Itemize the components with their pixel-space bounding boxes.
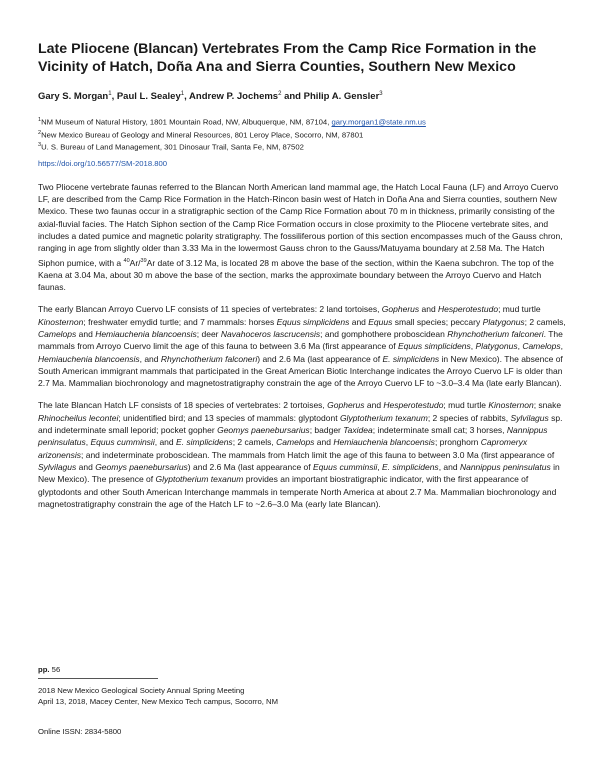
text-run: ; indeterminate small cat; 3 horses, [372,425,507,436]
taxon-name: Capromeryx arizonensis [38,437,528,460]
author-name: Gary S. Morgan [38,91,109,103]
taxon-name: Kinosternon [38,316,84,327]
text-run: ) and 2.6 Ma (last appearance of [187,461,314,472]
abstract-paragraph [38,303,568,389]
text-run: ; 2 camels, [524,316,566,327]
taxon-name: Glyptotherium texanum [155,474,244,485]
text-run: small species; peccary [392,316,483,327]
taxon-name: Hemiauchenia blancoensis [38,353,140,364]
text-run: provides an important biostratigraphic indicator, with the first appearance of glyptodonts and other South American Interchange mammals in temperate North America at about 2.7 Ma. Mammalian biochronology and magnetostratigraphy constrain the age of the Hatch LF to ~2.6–3.0 Ma (early late Blancan). [38,474,557,509]
affiliation-mark: 1 [38,117,42,124]
taxon-name: E. simplicidens [382,461,439,472]
affiliation-text: NM Museum of Natural History, 1801 Mountain Road, NW, Albuquerque, NM, 87104, [41,117,332,127]
taxon-name: Hesperotestudo [438,304,499,315]
abstract-paragraph [38,399,568,510]
taxon-name: Platygonus [475,341,518,352]
text-run: ; mud turtle [443,400,489,411]
text-run: ; and gomphothere proboscidean [320,328,448,339]
taxon-name: Sylvilagus [510,412,549,423]
author-affil-mark: 2 [278,91,282,97]
text-run: in New Mexico). The presence of [38,461,560,485]
abstract-page [38,40,568,520]
taxon-name: Equus simplicidens [276,316,350,327]
text-run: and [349,316,369,327]
affiliation-mark: 2 [38,129,42,136]
taxon-name: Glyptotherium texanum [339,412,428,423]
author-affil-mark: 1 [180,91,185,97]
taxon-name: Sylvilagus [38,461,77,472]
affiliation [38,128,568,141]
text-run: ; freshwater emydid turtle; and 7 mammals: horses [83,316,277,327]
text-run: Ar/ [129,257,141,268]
text-run: ; 2 camels, [232,437,277,448]
text-run: , and [139,353,161,364]
meeting-line: April 13, 2018, Macey Center, New Mexico Tech campus, Socorro, NM [38,697,278,706]
taxon-name: Rhynchotherium falconeri [447,328,544,339]
affiliation-text: U. S. Bureau of Land Management, 301 Dinosaur Trail, Santa Fe, NM, 87502 [41,142,304,152]
isotope-superscript: 39 [140,257,147,264]
text-run: ; deer [196,328,221,339]
text-run: Ar date of 3.12 Ma, is located 28 m above the base of the section, within the Kaena subchron. The top of the Kaena at 3.04 Ma, about 30 m above the base of the section, marks the approximate boundary between the Arroyo Cuervo and Hatch faunas. [38,257,554,293]
footer-divider [38,678,158,679]
affiliation-text: New Mexico Bureau of Geology and Mineral Resources, 801 Leroy Place, Socorro, NM, 87801 [41,130,364,140]
affiliation-list [38,115,568,153]
text-run: , and [438,461,460,472]
taxon-name: Taxidea [343,425,373,436]
paper-title: Late Pliocene (Blancan) Vertebrates From the Camp Rice Formation in the Vicinity of Hatch, Doña Ana and Sierra Counties, Southern New Mexico [38,41,537,75]
author-affil-mark: 1 [108,91,112,97]
taxon-name: Equus cumminsii [313,461,378,472]
text-run: The early Blancan Arroyo Cuervo LF consists of 11 species of vertebrates: 2 land tortoises, [38,304,382,315]
pages-value: 56 [51,665,61,674]
text-run: ; mud turtle [498,304,541,315]
text-run: The late Blancan Hatch LF consists of 18 species of vertebrates: 2 tortoises, [38,400,328,411]
taxon-name: Equus simplicidens [398,341,471,352]
taxon-name: E. simplicidens [382,353,440,364]
affiliation-mark: 3 [38,142,42,149]
abstract-body [38,181,568,510]
meeting-line: 2018 New Mexico Geological Society Annual Spring Meeting [38,686,245,695]
isotope-superscript: 40 [123,257,130,264]
text-run: . The mammals from Arroyo Cuervo limit the age of this fauna to between 3.6 Ma (first appearance of [38,328,563,352]
taxon-name: E. simplicidens [176,437,233,448]
author-email-link[interactable]: gary.morgan1@state.nm.us [331,117,426,127]
taxon-name: Navahoceros lascrucensis [220,328,321,339]
text-run: ; and indeterminate proboscidean. The mammals from Hatch limit the age of this fauna to between 3.0 Ma (first appearance of [81,449,555,460]
text-run: , [470,341,476,352]
text-run: sp. and indeterminate small leporid; pocket gopher [38,412,563,436]
text-run: and [76,328,96,339]
affiliation [38,140,568,153]
author-name: Philip A. Gensler [303,91,380,103]
taxon-name: Rhynchotherium falconeri [160,353,258,364]
text-run: in New Mexico). The absence of South American immigrant mammals that participated in the Great American Biotic Interchange indicates the Arroyo Cuervo LF is older than 2.7 Ma. Mammalian biochronology and magnetostratigraphy constrain the age of the Arroyo Cuervo LF to ~3.0–3.4 Ma (late early Blancan). [38,353,563,389]
taxon-name: Equus [368,316,393,327]
author-affil-mark: 3 [379,91,383,97]
taxon-name: Camelops [522,341,561,352]
taxon-name: Geomys paenebursarius [217,425,310,436]
taxon-name: Nannippus peninsulatus [38,425,548,448]
taxon-name: Camelops [38,328,77,339]
text-run: , [560,341,563,352]
issn: Online ISSN: 2834-5800 [38,727,122,736]
affiliation [38,115,568,128]
author-name: Paul L. Sealey [116,91,181,103]
text-run: Two Pliocene vertebrate faunas referred to the Blancan North American land mammal age, the Hatch Local Fauna (LF) and Arroyo Cuervo LF, are described from the Camp Rice Formation in the Hatch-Rincon basin west of Hatch in Doña Ana and Sierra counties, southern New Mexico. These two faunas occur in a stratigraphic section of the Camp Rice Formation about 70 m in thickness, primarily consisting of the axial-fluvial facies. The Hatch Siphon section of the Camp Rice Formation occurs in close proximity to the Pliocene vertebrate sites, and includes a dated pumice and magnetic polarity stratigraphy. The fossiliferous portion of this section encompasses much of the Gauss chron, ranging in age from slightly older than 3.33 Ma in the lowermost Gauss chron to the Gauss/Matuyama boundary at 2.58 Ma. The Hatch Siphon pumice, with a [38,181,563,268]
text-run: , [517,341,523,352]
text-run: , [377,461,382,472]
text-run: ; snake [533,400,562,411]
text-run: ; unidentified bird; and 13 species of mammals: glyptodont [118,412,340,423]
taxon-name: Gopherus [327,400,365,411]
taxon-name: Nannippus peninsulatus [459,461,551,472]
text-run: ; 2 species of rabbits, [427,412,511,423]
author-name: Andrew P. Jochems [189,91,279,103]
text-run: and [419,304,439,315]
taxon-name: Equus cumminsii [90,437,155,448]
abstract-paragraph [38,181,568,294]
author-list: Gary S. Morgan$^1$, Paul L. Sealey$^1$, Andrew P. Jochems$^2$ and Philip A. Gensler$^3$ [38,91,383,103]
text-run: ) and 2.6 Ma (last appearance of [257,353,383,364]
text-run: and [314,437,334,448]
meeting-info [38,685,278,707]
taxon-name: Camelops [276,437,315,448]
taxon-name: Hemiauchenia blancoensis [333,437,435,448]
taxon-name: Hesperotestudo [383,400,444,411]
text-run: , and [154,437,176,448]
text-run: and [364,400,384,411]
doi-link[interactable]: https://doi.org/10.56577/SM-2018.800 [38,158,168,168]
text-run: ; pronghorn [434,437,481,448]
text-run: ; badger [309,425,344,436]
text-run: , [85,437,91,448]
taxon-name: Gopherus [381,304,420,315]
taxon-name: Rhinocheilus lecontei [38,412,119,423]
taxon-name: Hemiauchenia blancoensis [95,328,197,339]
taxon-name: Kinosternon [488,400,534,411]
taxon-name: Geomys paenebursarius [95,461,188,472]
pages-label: pp. [38,665,50,674]
text-run: and [76,461,96,472]
page-range [38,665,60,674]
taxon-name: Platygonus [482,316,525,327]
